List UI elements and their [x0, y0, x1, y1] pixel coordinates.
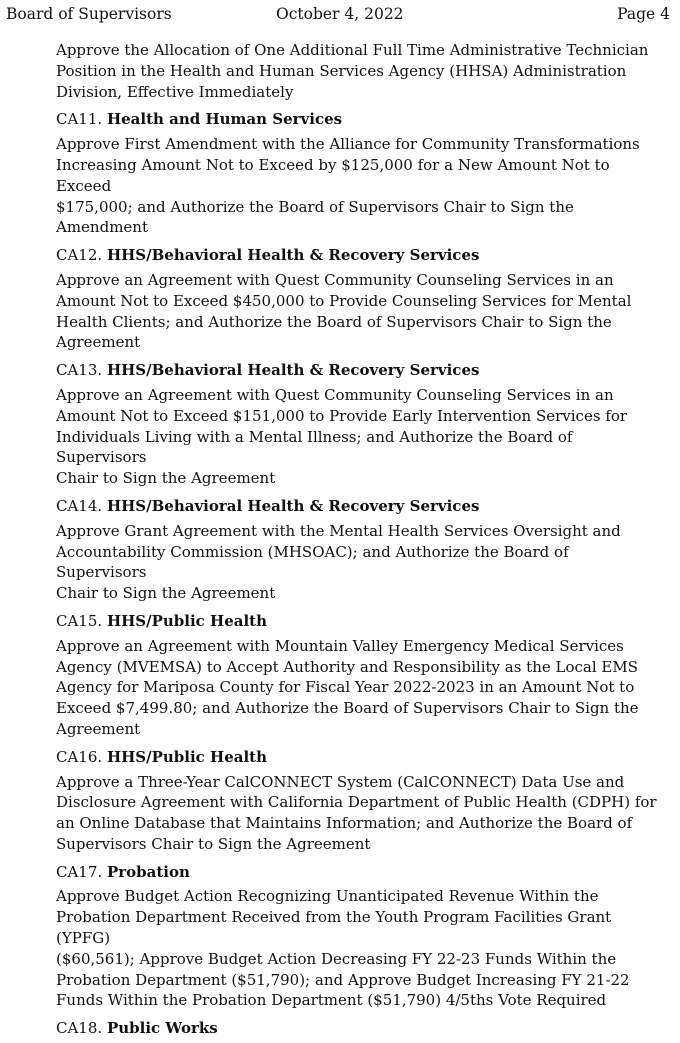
agenda-item-number: CA16. — [56, 747, 103, 766]
header-date: October 4, 2022 — [276, 5, 404, 23]
agenda-item-ca11 — [56, 109, 662, 238]
agenda-item-ca18 — [56, 1018, 662, 1039]
agenda-item-body: Approve an Agreement with Mountain Valley Emergency Medical Services Agency (MVEMSA) to Accept Authority and Responsibility as the Local EMS Agency for Mariposa County for Fiscal Year 2022-2023 in an Amount Not to Exceed $7,499.80; and Authorize the Board of Supervisors Chair to Sign the Agreement — [56, 636, 639, 738]
agenda-item-body: Approve an Agreement with Quest Community Counseling Services in an Amount Not to Exceed $151,000 to Provide Early Intervention Services for Individuals Living with a Mental Illness; and Authorize the Board of Supervisors Chair to Sign the Agreement — [56, 385, 628, 488]
agenda-item-number: CA12. — [56, 246, 103, 265]
header-board-name: Board of Supervisors — [6, 5, 172, 23]
agenda-item-title: HHS/Behavioral Health & Recovery Services — [106, 496, 480, 515]
agenda-item-number: CA14. — [56, 496, 103, 515]
agenda-item-title: HHS/Public Health — [106, 611, 268, 630]
agenda-item-ca13 — [56, 360, 662, 489]
agenda-item-ca14 — [56, 496, 662, 604]
agenda-item-number: CA17. — [56, 862, 103, 881]
agenda-item-title: HHS/Behavioral Health & Recovery Services — [106, 246, 480, 265]
agenda-item-ca16 — [56, 747, 662, 855]
agenda-item-heading — [56, 109, 662, 130]
page-header — [6, 3, 670, 25]
agenda-item-heading — [56, 360, 662, 381]
agenda-item-body: Approve First Amendment with the Alliance for Community Transformations Increasing Amount Not to Exceed by $125,000 for a New Amount Not to Exceed $175,000; and Authorize the Board of Supervisors Chair to Sign the Amendment — [56, 135, 640, 237]
agenda-item-heading — [56, 496, 662, 517]
agenda-item-number: CA13. — [56, 361, 103, 380]
agenda-item-heading — [56, 245, 662, 266]
agenda-item-title: Public Works — [106, 1019, 218, 1038]
agenda-item-ca17 — [56, 862, 662, 1012]
agenda-item-heading — [56, 611, 662, 632]
agenda-item-body: Approve an Agreement with Quest Community Counseling Services in an Amount Not to Exceed $450,000 to Provide Counseling Services for Mental Health Clients; and Authorize the Board of Supervisors Chair to Sign the Agreement — [56, 270, 632, 352]
agenda-item-number: CA18. — [56, 1019, 103, 1038]
agenda-content — [56, 40, 662, 1043]
agenda-item-heading — [56, 1018, 662, 1039]
agenda-item-body: Approve a Three-Year CalCONNECT System (CalCONNECT) Data Use and Disclosure Agreement with California Department of Public Health (CDPH) for an Online Database that Maintains Information; and Authorize the Board of Supervisors Chair to Sign the Agreement — [56, 772, 657, 853]
header-page-number: Page 4 — [617, 5, 670, 23]
agenda-item-number: CA11. — [56, 110, 103, 129]
agenda-item-title: Health and Human Services — [106, 110, 343, 129]
agenda-item-ca15 — [56, 611, 662, 740]
intro-paragraph: Approve the Allocation of One Additional Full Time Administrative Technician Position in the Health and Human Services Agency (HHSA) Administration Division, Effective Immediately — [56, 41, 649, 101]
agenda-item-number: CA15. — [56, 611, 103, 630]
agenda-item-title: HHS/Behavioral Health & Recovery Services — [106, 361, 480, 380]
agenda-item-ca12 — [56, 245, 662, 353]
agenda-item-heading — [56, 862, 662, 883]
agenda-item-title: Probation — [106, 862, 190, 881]
agenda-item-body: Approve Grant Agreement with the Mental Health Services Oversight and Accountability Commission (MHSOAC); and Authorize the Board of Supervisors Chair to Sign the Agreement — [56, 521, 621, 603]
agenda-item-title: HHS/Public Health — [106, 747, 268, 766]
agenda-item-heading — [56, 747, 662, 768]
agenda-item-body: Approve Budget Action Recognizing Unanticipated Revenue Within the Probation Department Received from the Youth Program Facilities Grant (YPFG) ($60,561); Approve Budget Action Decreasing FY 22-23 Funds Within the Probation Department ($51,790); and Approve Budget Increasing FY 21-22 Funds Within the Probation Department ($51,790) 4/5ths Vote Required — [56, 887, 630, 1010]
